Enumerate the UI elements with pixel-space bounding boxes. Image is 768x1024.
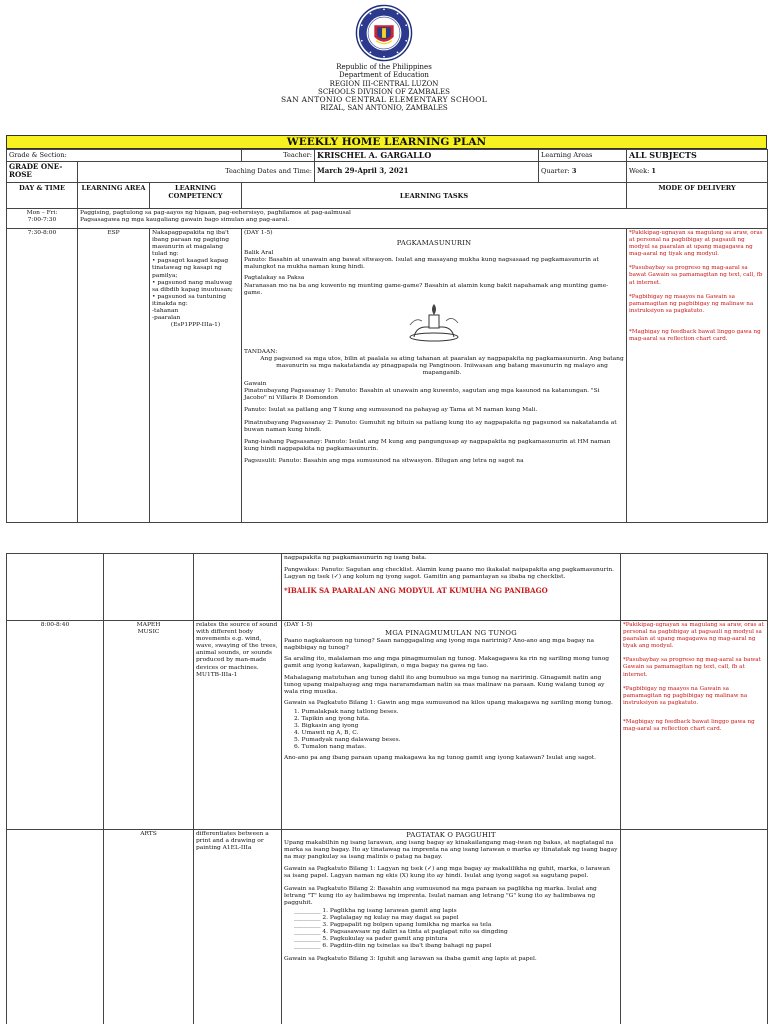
col-competency: LEARNING COMPETENCY — [150, 183, 242, 209]
grade-value: GRADE ONE-ROSE — [7, 162, 78, 183]
mapeh-delivery-1: *Pakikipag-ugnayan sa magulang sa araw, oras at personal na pagbibigay at pagsauli ng modyul sa paaralan at upang magagawa ng mag-aaral ng tiyak ang modyul. — [623, 622, 764, 650]
esp-comp-3: • pagsunod nang maluwag sa dibdib kapag inuutusan; — [152, 279, 233, 293]
mapeh-task-title: MGA PINAGMUMULAN NG TUNOG — [385, 629, 517, 638]
esp-day-range: (DAY 1-5) — [244, 230, 273, 236]
mapeh-paragraph-1: Sa araling ito, malalaman mo ang mga pinagmumulan ng tunog. Makagagawa ka rin ng sariling mong tunog gamit ang iyong katawan, kapaligiran, o mga bagay na gawa ng tao. — [284, 656, 610, 670]
list-item: _________ 5. Pagkukulay sa pader gamit ang pintura — [294, 936, 448, 943]
arts-competency: differentiates between a print and a drawing or painting A1EL-IIIa — [194, 830, 282, 1024]
list-item: 1. Pumalakpak nang tatlong beses. — [294, 708, 399, 715]
esp-comp-7: (EsP1PPP-IIIa-1) — [170, 322, 221, 329]
dates-value: March 29-April 3, 2021 — [315, 162, 539, 183]
col-day-time: DAY & TIME — [7, 183, 78, 209]
mapeh-gawain-1: Gawain sa Pagkatuto Bilang 1: Gawin ang mga sumusunod na kilos upang makagawa ng sariling mong tunog. — [284, 699, 613, 706]
esp-comp-5: -tahanan — [152, 308, 179, 315]
esp-area: ESP — [78, 229, 150, 523]
candle-illustration-icon — [402, 303, 466, 343]
header-line-2: Department of Education — [339, 71, 429, 80]
esp-gawain-5: Pagsusulit: Panuto: Basahin ang mga sumusunod na sitwasyon. Bilugan ang letra ng sagot na — [244, 457, 524, 464]
mapeh-activity-list — [284, 709, 618, 752]
plan-title: WEEKLY HOME LEARNING PLAN — [6, 135, 767, 149]
esp-comp-1: Nakapagpapakita ng iba't ibang paraan ng pagiging masunurin at magalang tulad ng: — [152, 230, 230, 258]
esp-balik-aral: Balik Aral — [244, 250, 274, 257]
learning-areas-value: ALL SUBJECTS — [627, 150, 768, 162]
cont-competency — [194, 554, 282, 621]
mapeh-delivery — [621, 621, 768, 830]
list-item: 6. Tumalon nang matas. — [294, 744, 367, 751]
list-item: _________ 2. Paglalagay ng kulay na may dagat sa papel — [294, 914, 459, 921]
dates-label: Teaching Dates and Time: — [78, 162, 315, 183]
cont-line-1: nagpapakita ng pagkamasunurin ng isang bata. — [284, 555, 427, 561]
esp-comp-4: • pagsunod sa tuntuning itinakda ng: — [152, 293, 226, 307]
plan-info-table — [6, 149, 768, 209]
arts-intro: Upang makabilhin ng isang larawan, ang isang bagay ay kinakailangang mag-iwan ng bakas, at nagtatagal na marka sa isang bagay. Ito ay tinatawag na imprenta na ang isang larawan o marka ay itinatatak ng isang bagay na may pangkulay sa isang malinis o patag na bagay. — [284, 840, 618, 861]
page-2-body — [6, 553, 768, 1024]
arts-delivery — [621, 830, 768, 1024]
mapeh-delivery-3: *Pagbibigay ng maayos na Gawain sa pamamagitan ng pagbibigay ng malinaw na instruksiyon sa pagkatuto. — [623, 685, 748, 706]
list-item: 5. Pumadyak nang dalawang beses. — [294, 737, 401, 744]
list-item: _________ 4. Pagsasawsaw ng daliri sa tinta at paglapat nito sa dingding — [294, 929, 508, 936]
esp-gawain-2: Panuto: Isulat sa patlang ang T kung ang sumusunod na pahayag ay Tama at M naman kung Mali. — [244, 407, 538, 414]
cont-time — [7, 554, 104, 621]
list-item: 3. Bigkasin ang iyong — [294, 723, 359, 730]
music-area: MUSIC — [137, 629, 160, 636]
esp-balik-aral-text: Panuto: Basahin at unawain ang bawat sitwasyon. Isulat ang masayang mukha kung nagsasaad ng pagkamasunurin at malungkot na mukha naman kung hindi. — [244, 257, 599, 271]
deped-seal-icon — [355, 4, 413, 62]
esp-pagtalakay-text: Naranasan mo na ba ang kuwento ng munting game-game? Basahin at alamin kung bakit napahamak ang munting game-game. — [244, 282, 609, 296]
esp-task-title: PAGKAMASUNURIN — [396, 239, 472, 248]
header-line-5: SAN ANTONIO CENTRAL ELEMENTARY SCHOOL — [280, 95, 488, 105]
mapeh-closing: Ano-ano pa ang ibang paraan upang makagawa ka ng tunog gamit ang iyong katawan? Isulat ang sagot. — [284, 754, 597, 761]
header-line-3: REGION III-CENTRAL LUZON — [329, 79, 439, 88]
mapeh-question: Paano nagkakaroon ng tunog? Saan nanggagaling ang iyong mga naririnig? Ano-ano ang mga bagay na nagbibigay ng tunog? — [284, 638, 594, 652]
esp-delivery-2: *Pasubaybay sa progreso ng mag-aaral sa bawat Gawain sa pamamagitan ng text, call, fb at internet. — [629, 265, 763, 286]
mapeh-day-range: (DAY 1-5) — [284, 622, 313, 628]
mapeh-competency: relates the source of sound with different body movements e.g. wind, wave, swaying of the trees, animal sounds, or sounds produced by man-made devices or machines. MU1TB-IIIa-1 — [194, 621, 282, 830]
mapeh-paragraph-2: Mahalagang matutuhan ang tunog dahil ito ang bumubuo sa mga tunog na naririnig. Ginagamit natin ang tunog upang maipahayag ang mga nararamdaman natin sa mas malinaw na paraan. Kung walang tunog ay wala ring musika. — [284, 674, 605, 695]
arts-tasks — [282, 830, 621, 1024]
col-mode-of-delivery: MODE OF DELIVERY — [627, 183, 768, 209]
esp-tandaan-text: Ang pagsunod sa mga utos, bilin at paalala sa ating tahanan at paaralan ay nagpapakita ng pagkamasunurin. Ang batang masunurin sa mga nakatatanda ay pinagpapala ng Panginoon. Iniiwasan ang batang masunurin ng malayo ang mapanganib. — [260, 355, 624, 377]
esp-gawain: Gawain — [244, 381, 267, 388]
header-line-4: SCHOOLS DIVISION OF ZAMBALES — [318, 87, 450, 96]
mapeh-area: MAPEH — [136, 622, 161, 628]
week-cell — [627, 162, 768, 183]
teacher-name: KRISCHEL A. GARGALLO — [315, 150, 539, 162]
arts-gawain-1: Gawain sa Pagkatuto Bilang 1: Lagyan ng tsek (✓) ang mga bagay ay makalilikha ng guhit, marka, o larawan sa isang papel. Lagyan naman ng ekis (X) kung ito ay hindi. Isulat ang iyong sagot sa sagutang papel. — [284, 866, 610, 880]
esp-competency — [150, 229, 242, 523]
arts-time — [7, 830, 104, 1024]
esp-comp-2: • pagsagot kaagad kapag tinatawag ng kasapi ng pamilya; — [152, 258, 229, 279]
cont-tasks — [282, 554, 621, 621]
list-item: 4. Umawit ng A, B, C. — [294, 730, 359, 737]
cont-area — [104, 554, 194, 621]
quarter-cell — [539, 162, 627, 183]
esp-time: 7:30-8:00 — [7, 229, 78, 523]
list-item: _________ 3. Pagpapalit ng bolpen upang lumikha ng marka sa tela — [294, 922, 492, 929]
esp-delivery-1: *Pakikipag-ugnayan sa magulang sa araw, oras at personal na pagbibigay at pagsauli ng modyul sa paaralan at upang magagawa ng mag-aaral ng tiyak ang modyul. — [629, 230, 763, 258]
arts-item-list — [284, 908, 618, 951]
col-learning-area: LEARNING AREA — [78, 183, 150, 209]
list-item: _________ 6. Pagdiin-diin ng tsinelas sa iba't ibang bahagi ng papel — [294, 943, 492, 950]
grade-section-label: Grade & Section: — [7, 150, 242, 162]
header-line-6: RIZAL, SAN ANTONIO, ZAMBALES — [320, 104, 448, 113]
quarter-value: 3 — [571, 167, 577, 175]
arts-gawain-3: Gawain sa Pagkatuto Bilang 3: Iguhit ang larawan sa ibaba gamit ang lapis at papel. — [284, 956, 537, 963]
cont-delivery — [621, 554, 768, 621]
mapeh-time: 8:00-8:40 — [7, 621, 104, 830]
week-label: Week: — [629, 167, 650, 175]
cont-ibalik: *IBALIK SA PAARALAN ANG MODYUL AT KUMUHA NG PANIBAGO — [284, 586, 548, 596]
arts-task-title: PAGTATAK O PAGGUHIT — [406, 831, 496, 839]
mon-fri-time: 7:00-7:30 — [27, 217, 57, 224]
esp-pagtalakay: Pagtalakay sa Paksa — [244, 275, 305, 282]
esp-delivery-3: *Pagbibigay ng maayos na Gawain sa pamamagitan ng pagbibigay ng malinaw na instruksiyon sa pagkatuto. — [629, 293, 754, 314]
col-learning-tasks: LEARNING TASKS — [242, 183, 627, 209]
routine-line-2: Pagsasagawa ng mga kaugaliang gawain bago simulan ang pag-aaral. — [80, 217, 290, 224]
learning-areas-label: Learning Areas — [539, 150, 627, 162]
mapeh-delivery-2: *Pasubaybay sa progreso ng mag-aaral sa bawat Gawain sa pamamagitan ng text, call, fb at internet. — [623, 657, 761, 678]
esp-tandaan: TANDAAN: — [244, 348, 278, 355]
page-1-body — [6, 208, 768, 523]
routine-line-1: Paggising, pagtulong sa pag-aayos ng higaan, pag-eehersisyo, paghilamos at pag-aalmusal — [80, 210, 351, 216]
cont-pangwakas: Pangwakas: Panuto: Sagutan ang checklist. Alamin kung paano mo ikakalat naipapakita ang pagkamasunurin. Lagyan ng tsek (✓) ang kolum ng iyong sagot. Gamitin ang pamantayan sa ibaba ng checklist. — [284, 567, 615, 581]
mapeh-delivery-4: *Magbigay ng feedback bawat linggo gawa ng mag-aaral sa reflection chart card. — [623, 718, 755, 733]
arts-area: ARTS — [104, 830, 194, 1024]
esp-tasks — [242, 229, 627, 523]
esp-gawain-1: Pinatnubayang Pagsasanay 1: Panuto: Basahin at unawain ang kuwento, sagutan ang mga kasunod na katanungan. "Si Jacobo" ni Villaris P. Domondon — [244, 388, 600, 402]
mon-fri-day: Mon – Fri: — [26, 210, 58, 216]
list-item: 2. Tapikin ang iyong hita. — [294, 716, 370, 723]
esp-gawain-3: Pinatnubayang Pagsasanay 2: Panuto: Gumuhit ng bituin sa patlang kung ito ay nagpapakita ng pagsunod sa nakatatanda at buwan naman kung hindi. — [244, 419, 617, 433]
teacher-label: Teacher: — [242, 150, 315, 162]
esp-gawain-4: Pang-isahang Pagsasanay: Panuto: Isulat ang M kung ang pangungusap ay nagpapakita ng pagkamasunurin at HM naman kung hindi nagpapakita ng pagkamasunurin. — [244, 438, 611, 452]
quarter-label: Quarter: — [541, 167, 570, 175]
mapeh-tasks — [282, 621, 621, 830]
esp-delivery-4: *Magbigay ng feedback bawat linggo gawa ng mag-aaral sa reflection chart card. — [629, 328, 761, 343]
routine-cell — [78, 209, 768, 229]
arts-gawain-2: Gawain sa Pagkatuto Bilang 2: Basahin ang sumusunod na mga paraan sa paglikha ng marka. Isulat ang letrang "T" kung ito ay halimbawa ng imprenta. Isulat naman ang letrang "G" kung ito ay halimbawa ng pagguhit. — [284, 885, 597, 906]
list-item: _________ 1. Paglikha ng isang larawan gamit ang lapis — [294, 907, 457, 914]
letterhead — [0, 0, 768, 128]
esp-delivery — [627, 229, 768, 523]
esp-comp-6: -paaralan — [152, 315, 181, 322]
week-value: 1 — [651, 167, 656, 175]
mapeh-area-cell — [104, 621, 194, 830]
mon-fri-cell — [7, 209, 78, 229]
header-line-1: Republic of the Philippines — [336, 63, 432, 71]
